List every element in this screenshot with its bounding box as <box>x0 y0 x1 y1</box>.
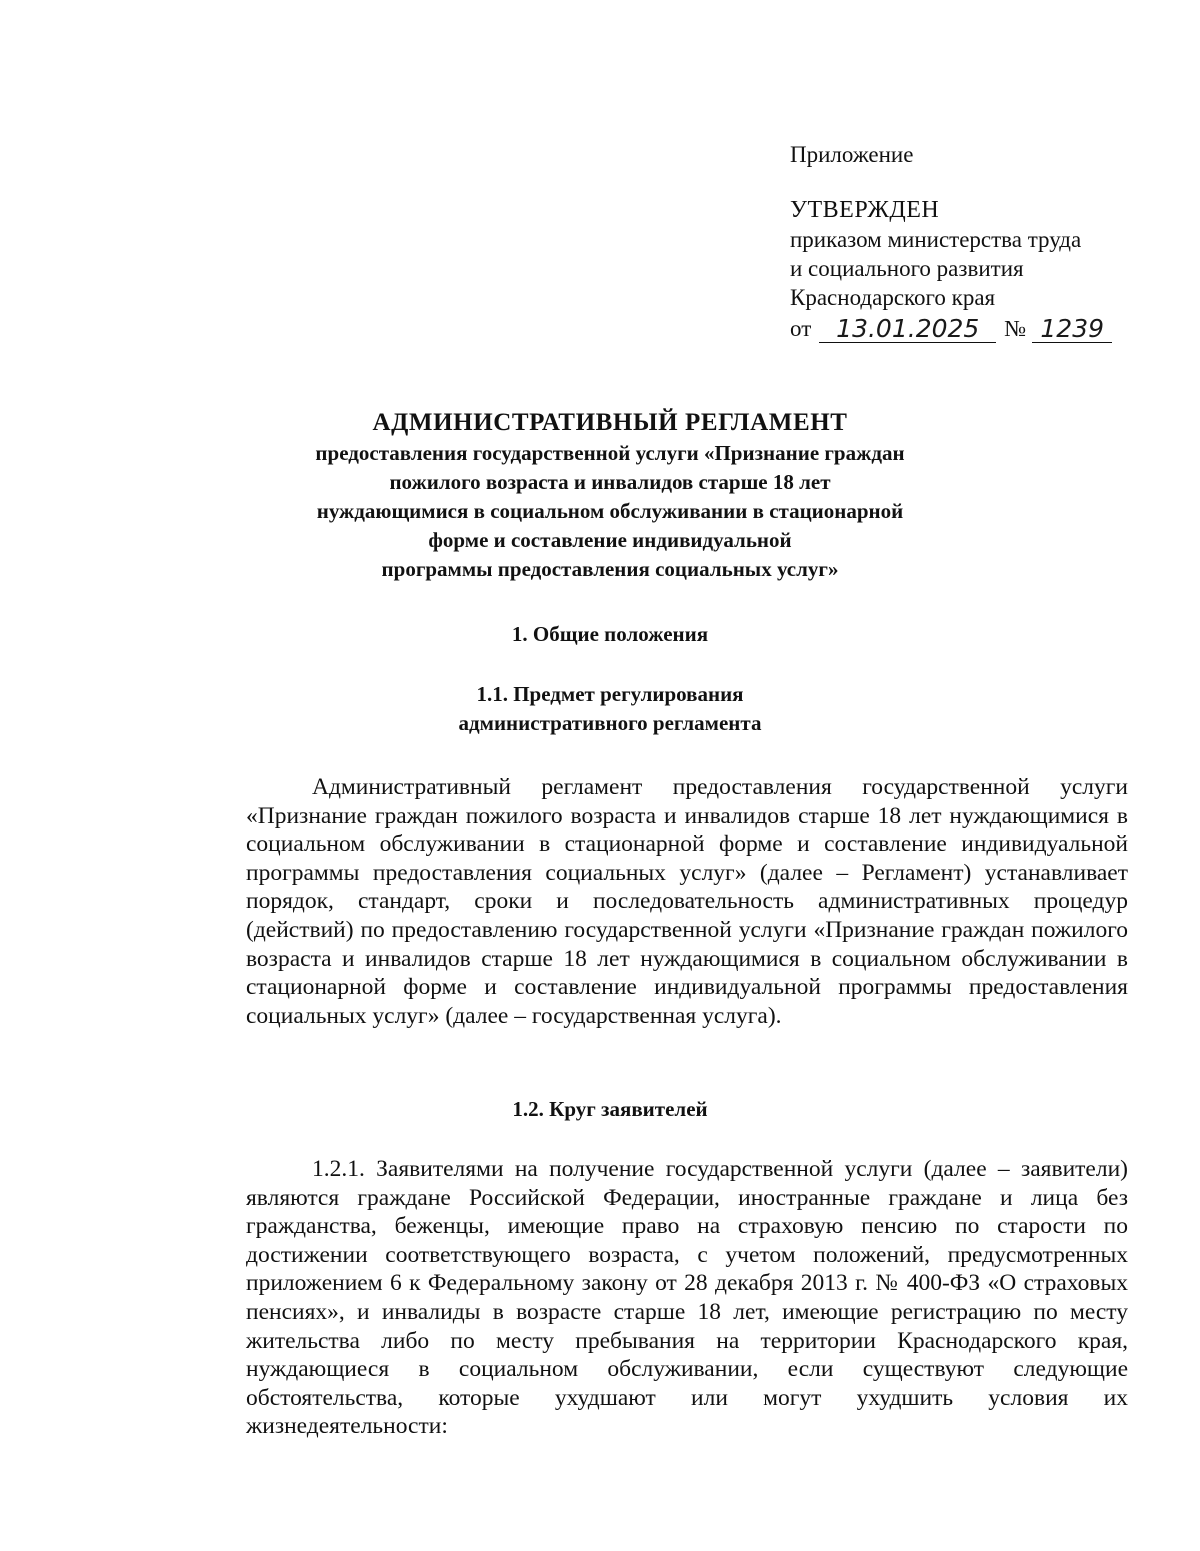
document-title <box>200 407 1020 584</box>
title-main: АДМИНИСТРАТИВНЫЙ РЕГЛАМЕНТ <box>372 409 848 436</box>
approved-by-line: приказом министерства труда <box>790 227 1082 252</box>
from-label: от <box>790 316 812 341</box>
approved-by-line: и социального развития <box>790 256 1024 281</box>
title-line: форме и составление индивидуальной <box>428 528 792 552</box>
title-line: пожилого возраста и инвалидов старше 18 лет <box>389 470 831 494</box>
subsection-heading <box>200 680 1020 738</box>
section-heading: 1. Общие положения <box>511 622 709 646</box>
body-paragraph: Административный регламент предоставления государственной услуги «Признание граждан пожилого возраста и инвалидов старше 18 лет нуждающимися в социальном обслуживании в стационарной форме и составление индивидуальной программы предоставления социальных услуг» (далее – Регламент) устанавливает порядок, стандарт, сроки и последовательность административных процедур (действий) по предоставлению государственной услуги «Признание граждан пожилого возраста и инвалидов старше 18 лет нуждающимися в социальном обслуживании в стационарной форме и составление индивидуальной программы предоставления социальных услуг» (далее – государственная услуга). <box>246 774 1128 1029</box>
number-label: № <box>1004 316 1027 341</box>
appendix-label: Приложение <box>790 142 914 167</box>
subsection-heading: 1.2. Круг заявителей <box>512 1097 708 1121</box>
approval-block <box>790 140 1170 343</box>
title-line: программы предоставления социальных услуг» <box>381 557 839 581</box>
subsection-heading-line: административного регламента <box>458 711 762 735</box>
title-line: нуждающимися в социальном обслуживании в стационарной <box>316 499 904 523</box>
handwritten-date: 13.01.2025 <box>819 316 996 343</box>
subsection-heading-line: 1.1. Предмет регулирования <box>476 682 744 706</box>
order-date-number-row <box>790 314 1170 343</box>
approved-by-line: Краснодарского края <box>790 285 996 310</box>
body-paragraph: 1.2.1. Заявителями на получение государственной услуги (далее – заявители) являются граждане Российской Федерации, иностранные граждане и лица без гражданства, беженцы, имеющие право на страховую пенсию по старости по достижении соответствующего возраста, с учетом положений, предусмотренных приложением 6 к Федеральному закону от 28 декабря 2013 г. № 400-ФЗ «О страховых пенсиях», и инвалиды в возрасте старше 18 лет, имеющие регистрацию по месту жительства либо по месту пребывания на территории Краснодарского края, нуждающиеся в социальном обслуживании, если существуют следующие обстоятельства, которые ухудшают или могут ухудшить условия их жизнедеятельности: <box>246 1156 1128 1440</box>
approved-label: УТВЕРЖДЕН <box>790 197 940 223</box>
handwritten-number: 1239 <box>1032 316 1112 343</box>
title-line: предоставления государственной услуги «Признание граждан <box>315 441 905 465</box>
